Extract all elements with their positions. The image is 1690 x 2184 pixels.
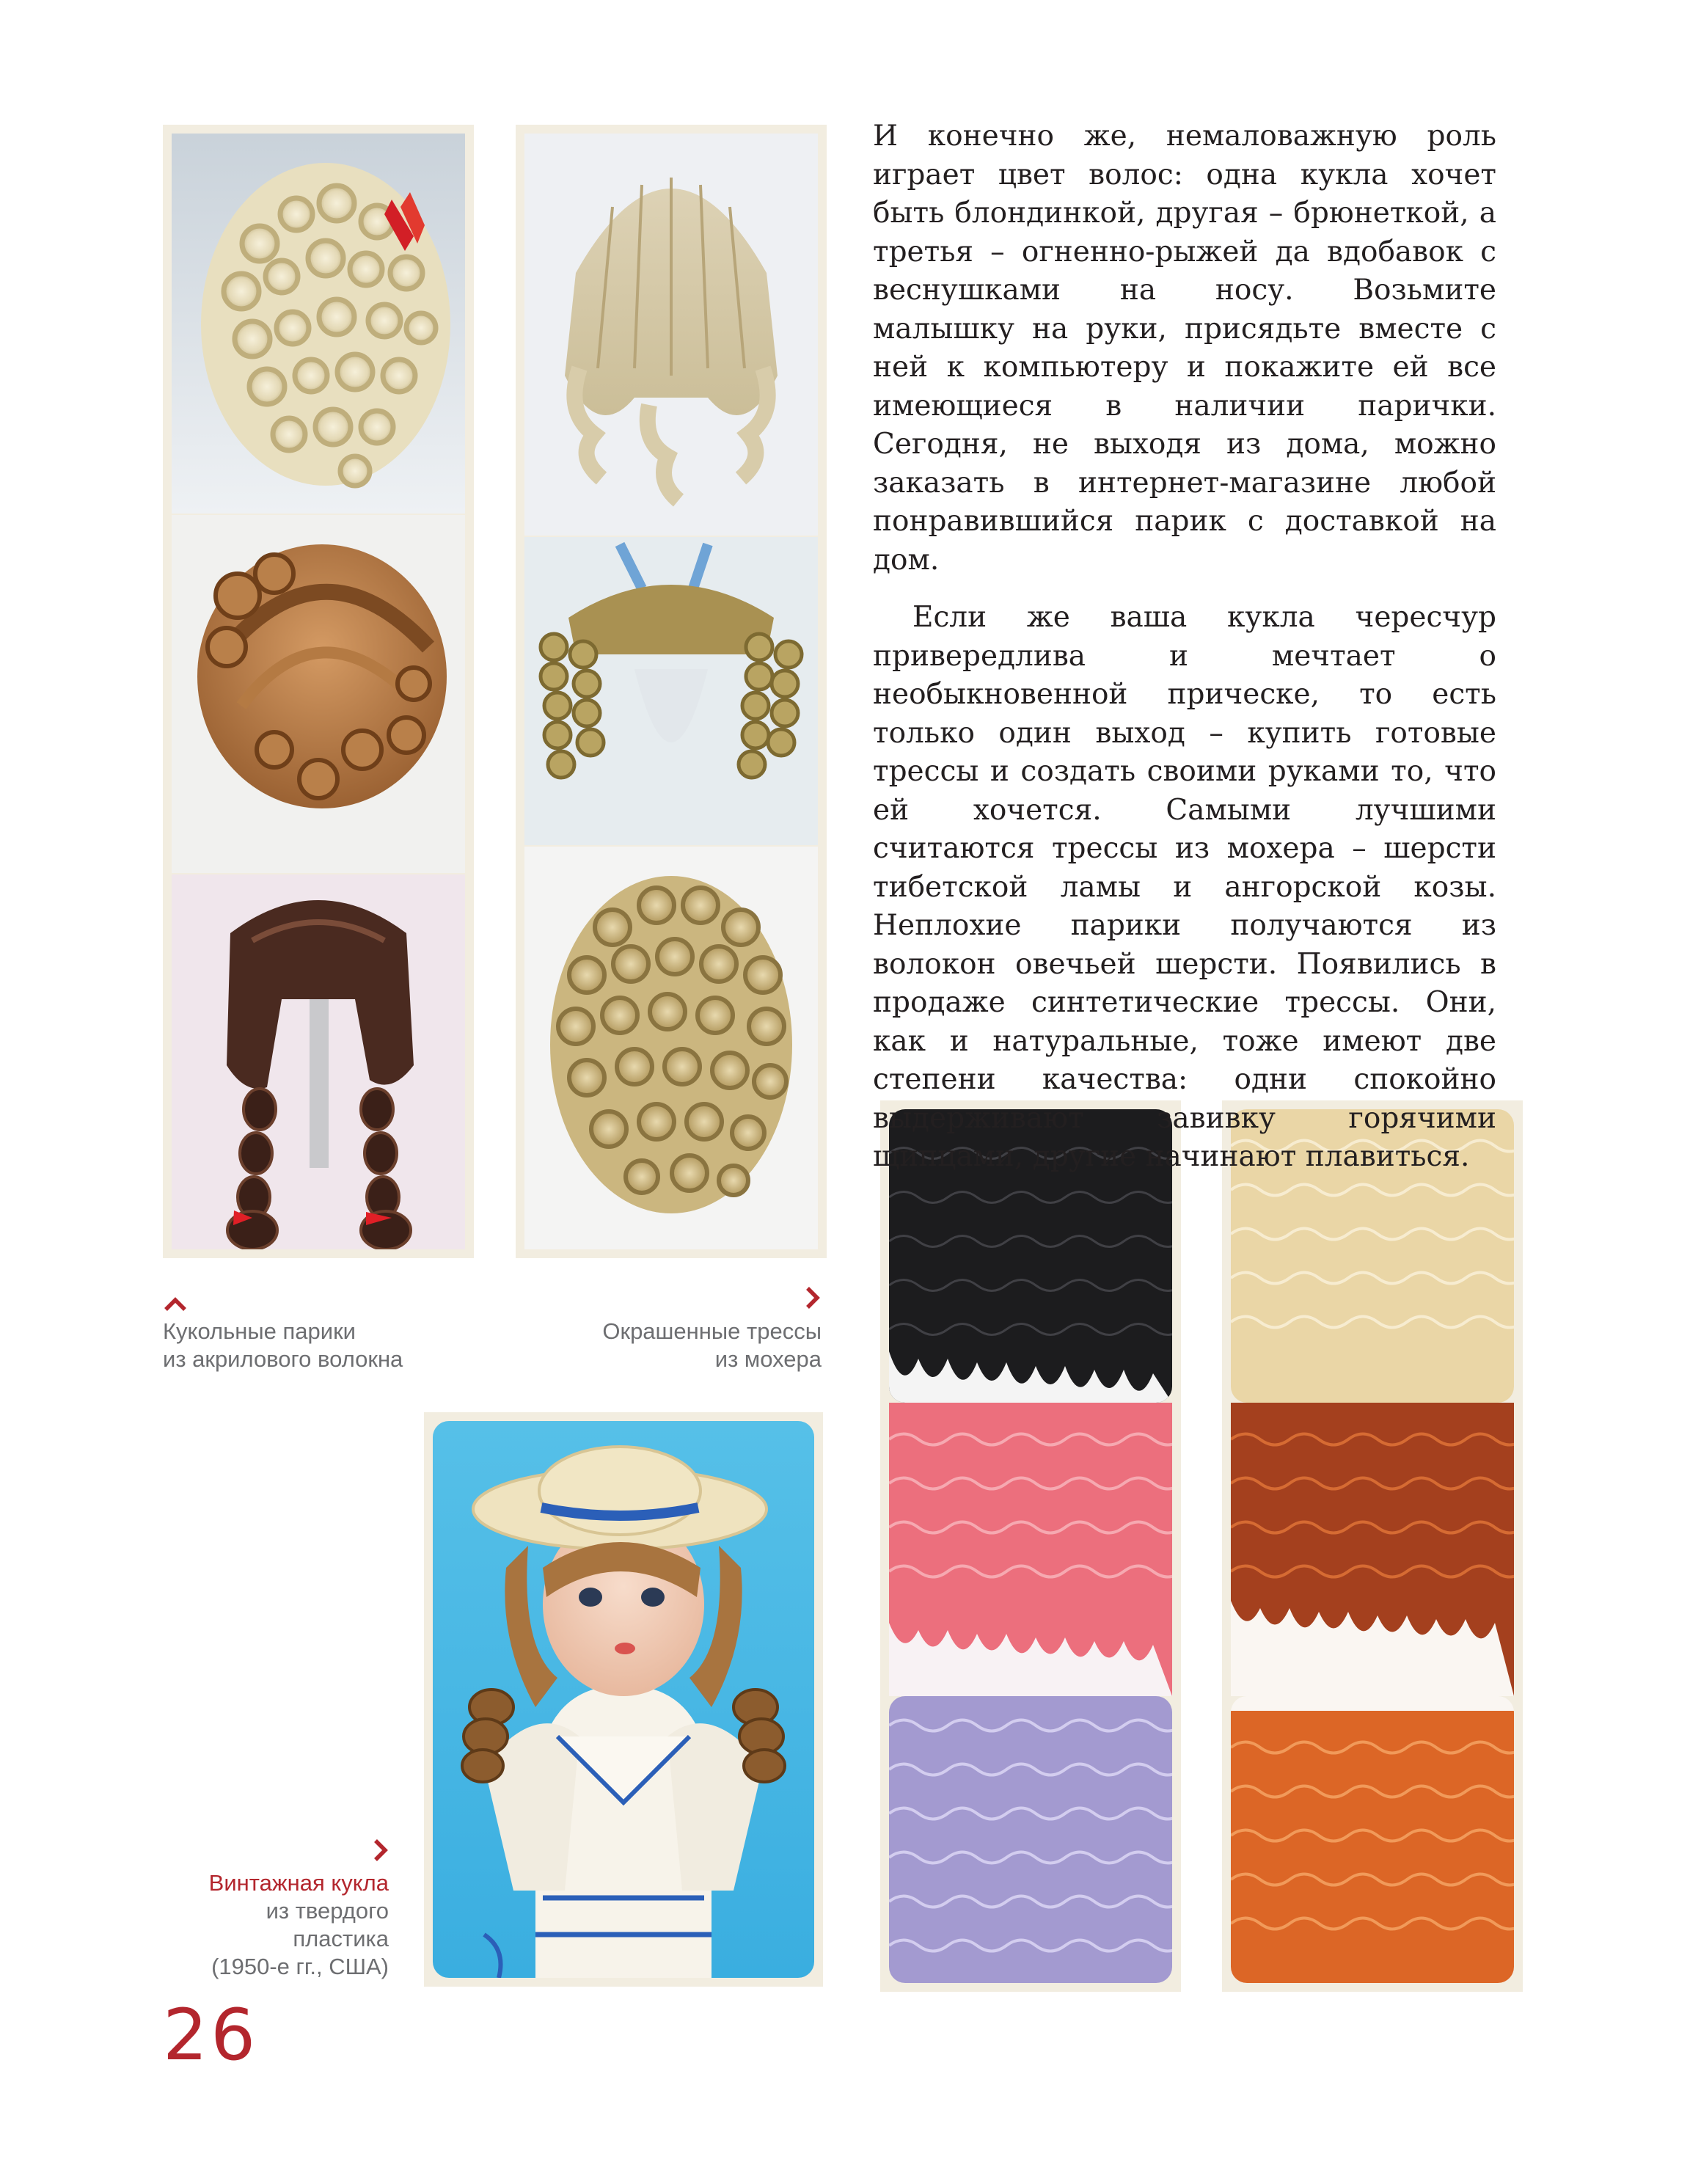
article-body bbox=[873, 117, 1496, 1177]
vintage-doll-photo bbox=[433, 1421, 814, 1978]
mohair-tresses-caption bbox=[513, 1318, 822, 1373]
vintage-doll-caption-title: Винтажная кукла bbox=[208, 1870, 389, 1896]
blonde-curly-wig-photo bbox=[172, 134, 465, 514]
chevron-up-icon bbox=[163, 1295, 188, 1312]
chevron-right-icon bbox=[804, 1285, 822, 1310]
straight-blonde-wig-photo bbox=[524, 134, 818, 536]
vintage-doll-caption-line3: (1950-е гг., США) bbox=[211, 1954, 389, 1979]
auburn-mohair-swatch bbox=[1231, 1403, 1514, 1696]
ginger-mohair-swatch bbox=[1231, 1696, 1514, 1983]
blonde-ringlets-wig-photo bbox=[524, 537, 818, 845]
auburn-updo-wig-photo bbox=[172, 515, 465, 873]
page-number: 26 bbox=[163, 1994, 259, 2076]
acrylic-wigs-caption-line2: из акрилового волокна bbox=[163, 1346, 403, 1372]
mohair-tresses-caption-line1: Окрашенные трессы bbox=[602, 1318, 822, 1344]
body-paragraph-2: Если же ваша кукла чересчур привередлива и мечтает о необыкновенной прическе, то есть только один выход – купить готовые трессы и создать своими руками то, что ей хочется. Самыми лучшими считаются трессы из мохера – шерсти тибетской ламы и ангорской козы. Неплохие парики получаются из волокон овечьей шерсти. Появились в продаже синтетические трессы. Они, как и натуральные, тоже имеют две степени качества: одни спокойно выдерживают завивку горячими щипцами, другие начинают плавиться. bbox=[873, 601, 1496, 1173]
brown-braided-wig-photo bbox=[172, 874, 465, 1249]
vintage-doll-caption bbox=[139, 1869, 389, 1981]
acrylic-wigs-caption bbox=[163, 1318, 486, 1373]
golden-curly-wig-photo bbox=[524, 847, 818, 1249]
mohair-tresses-caption-line2: из мохера bbox=[714, 1346, 822, 1372]
lavender-mohair-swatch bbox=[889, 1696, 1172, 1983]
body-paragraph-1: И конечно же, немаловажную роль играет цвет волос: одна кукла хочет быть блондинкой, другая – брюнеткой, а третья – огненно-рыжей да вдобавок с веснушками на носу. Возьмите малышку на руки, присядьте вместе с ней к компьютеру и покажите ей все имеющиеся в наличии парички. Сегодня, не выходя из дома, можно заказать в интернет-магазине любой понравившийся парик с доставкой на дом. bbox=[873, 120, 1496, 577]
pink-mohair-swatch bbox=[889, 1403, 1172, 1696]
chevron-right-icon bbox=[372, 1838, 389, 1863]
vintage-doll-caption-line2: пластика bbox=[293, 1926, 389, 1951]
acrylic-wigs-caption-line1: Кукольные парики bbox=[163, 1318, 356, 1344]
vintage-doll-caption-line1: из твердого bbox=[266, 1898, 389, 1924]
